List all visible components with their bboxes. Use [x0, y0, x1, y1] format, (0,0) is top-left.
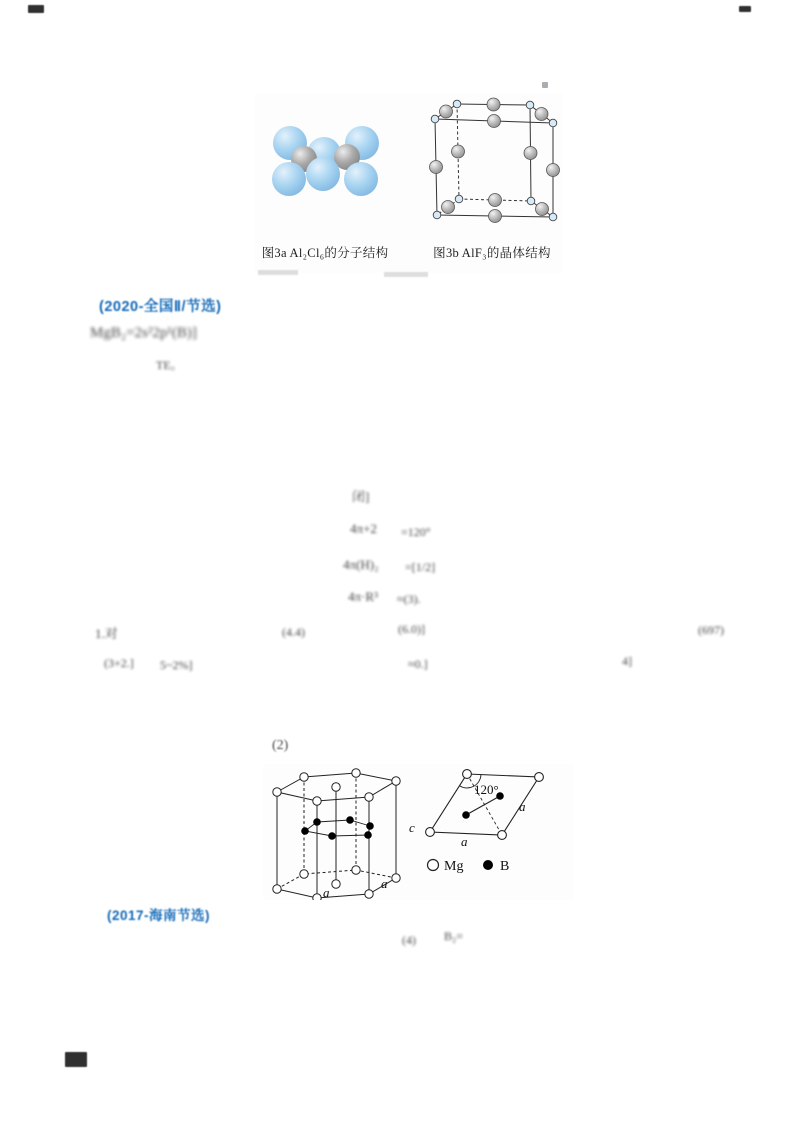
- al2cl6-alf3-structure-figure: [255, 93, 562, 241]
- illegible-fragment: 4π(H)₂: [343, 557, 379, 572]
- illegible-fragment: 5~2%]: [160, 658, 193, 672]
- illegible-fragment: (4): [402, 933, 416, 947]
- mgb2-basal-plane-rhombus: [426, 770, 544, 840]
- figure-caption-al2cl6: 图3a Al₂Cl₆的分子结构: [261, 246, 389, 260]
- legend-label-mg: Mg: [444, 859, 464, 874]
- illegible-fragment: (3+2.]: [104, 656, 134, 670]
- exam-source-tag: (2017-海南节选): [107, 908, 211, 923]
- illegible-fragment: (6.0)]: [398, 622, 425, 636]
- a-axis-label: a: [519, 799, 526, 814]
- illegible-fragment: =[1/2]: [405, 560, 436, 574]
- al2cl6-molecule: [272, 126, 379, 196]
- filled-circle-icon: [483, 860, 493, 870]
- illegible-fragment: TE。: [156, 358, 183, 372]
- legend-label-b: B: [500, 859, 510, 874]
- illegible-fragment: 闭]: [352, 489, 370, 504]
- illegible-fragment: B₂=: [444, 929, 463, 943]
- figure-legend: [428, 859, 510, 874]
- a-axis-label: a: [323, 885, 330, 900]
- open-circle-icon: [428, 860, 439, 871]
- alf3-unit-cell: [430, 98, 560, 223]
- illegible-fragment: =120°: [401, 525, 431, 539]
- illegible-fragment: 4]: [622, 654, 632, 668]
- illegible-fragment: ≈0.]: [408, 657, 428, 671]
- illegible-fragment: 4π+2: [350, 521, 377, 536]
- scan-smudge: [384, 272, 428, 277]
- a-axis-label: a: [461, 834, 468, 849]
- illegible-fragment: 1.对: [95, 626, 118, 641]
- illegible-fragment: (2): [272, 738, 289, 753]
- figure-panel-mgb2: [263, 764, 574, 900]
- c-axis-label: c: [409, 820, 415, 835]
- scan-artifact-mark: [739, 6, 751, 12]
- figure-panel-al2cl6-alf3: [255, 93, 562, 273]
- figure-caption-alf3: 图3b AlF₃的晶体结构: [433, 246, 551, 260]
- scan-artifact-mark: [542, 82, 548, 88]
- angle-label: 120°: [474, 782, 499, 797]
- scan-artifact-mark: [28, 5, 44, 13]
- mgb2-structure-figure: [263, 764, 574, 900]
- illegible-fragment: (4.4): [282, 625, 305, 639]
- illegible-fragment: 4π·R³: [348, 589, 378, 604]
- scan-artifact-mark: [65, 1052, 87, 1067]
- a-axis-label: a: [381, 876, 388, 891]
- illegible-fragment: MgB₂=2s²2p¹(B)]: [90, 325, 197, 341]
- illegible-fragment: (697): [698, 623, 724, 637]
- scan-smudge: [258, 270, 298, 275]
- illegible-fragment: ≈(3).: [397, 592, 421, 606]
- exam-source-tag: (2020-全国Ⅱ/节选): [99, 299, 222, 315]
